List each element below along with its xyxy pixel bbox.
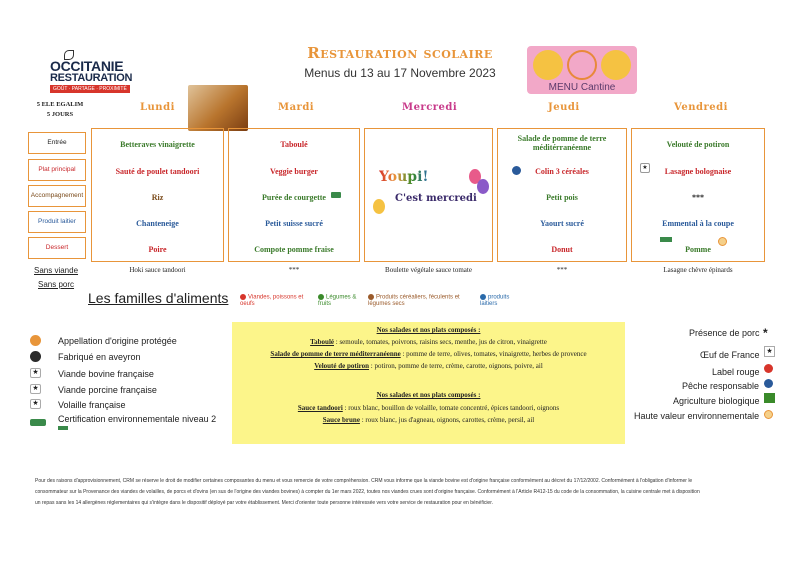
- dish-dessert: Poire: [148, 245, 167, 254]
- footer-line-2: consommateur sur la Provenance des viandes de volailles, de porcs et d'ovins (en sus de l'origine des viandes bovines) à compter du 1er mars 2022, toutes nos viandes crues sont d'origine française. Conformément à l'Article R412-15 du code de la consommation, la cuisine centrale met à disposition: [35, 489, 700, 495]
- compositions-heading-2: Nos salades et nos plats composés :: [376, 391, 481, 399]
- menu-dates: Menus du 13 au 17 Novembre 2023: [304, 66, 496, 80]
- legend-peche: Pêche responsable: [682, 381, 760, 391]
- category-accompagnement: Accompagnement: [28, 185, 86, 207]
- balloon-icon: [477, 179, 489, 194]
- famille-laitiers-label: produits laitiers: [480, 294, 510, 307]
- legend-aop: Appellation d'origine protégée: [58, 336, 177, 346]
- familles-title: Les familles d'aliments: [88, 290, 229, 306]
- certification-small-icon: [58, 426, 68, 430]
- famille-cereales: [368, 294, 478, 307]
- cest-mercredi-text: C'est mercredi: [395, 193, 477, 204]
- footer-line-3: un repas sans les 14 allergènes réglementaires qui s'intègre dans le dispositif déployé par votre établissement. Merci d'orienter toute personne intéressée vers votre service de restauration pour en bénéficier.: [35, 500, 493, 506]
- menu-cantine-logo: [527, 46, 637, 94]
- cereales-dot-icon: [368, 294, 374, 300]
- category-entree: Entrée: [28, 132, 86, 154]
- category-produit-laitier: Produit laitier: [28, 211, 86, 233]
- composition-desc: : pomme de terre, olives, tomates, vinaigrette, herbes de provence: [400, 350, 587, 358]
- famille-cereales-label: Produits céréaliers, féculents et légumes secs: [368, 294, 460, 307]
- aveyron-icon: [30, 351, 41, 362]
- alt-mardi: ***: [288, 266, 300, 274]
- brand-tagline: GOÛT · PARTAGE · PROXIMITÉ: [50, 85, 130, 93]
- menu-logo-text: MENU Cantine: [548, 82, 616, 93]
- pork-asterisk-icon: *: [763, 326, 768, 340]
- alt-mercredi: Boulette végétale sauce tomate: [385, 266, 472, 274]
- dish-accompagnement: Purée de courgette: [262, 193, 326, 202]
- egalim-label: [30, 100, 90, 120]
- dish-plat: Lasagne bolognaise: [664, 167, 732, 176]
- composition-item: [232, 362, 625, 370]
- composition-desc: : roux blanc, jus d'agneau, oignons, carottes, crème, persil, ail: [359, 416, 535, 424]
- youpi-text: [379, 169, 429, 185]
- legend-porcine: Viande porcine française: [58, 385, 157, 395]
- legend-porc: Présence de porc: [689, 328, 760, 338]
- footer-notice: [35, 476, 770, 509]
- alt-vendredi: Lasagne chèvre épinards: [663, 266, 733, 274]
- composition-name: Sauce tandoori: [297, 404, 343, 412]
- composition-item: [232, 350, 625, 358]
- dish-entree: Velouté de potiron: [666, 140, 730, 149]
- dish-plat: Veggie burger: [270, 167, 318, 176]
- hve-icon: [331, 192, 341, 198]
- composition-item: [232, 404, 625, 412]
- oeuf-france-icon: ★: [764, 346, 775, 357]
- dish-entree: Betteraves vinaigrette: [120, 140, 195, 149]
- day-column-lundi: [91, 128, 224, 262]
- hve-icon: [764, 410, 773, 419]
- day-column-mercredi: [364, 128, 493, 262]
- laitiers-dot-icon: [480, 294, 486, 300]
- legend-hve: Haute valeur environnementale: [634, 411, 760, 421]
- composition-name: Taboulé: [310, 338, 334, 346]
- egalim-line1: 5 ELE EGALIM: [36, 101, 84, 108]
- day-header-mardi: Mardi: [278, 102, 315, 113]
- legend-bio: Agriculture biologique: [673, 396, 760, 406]
- peche-icon: [764, 379, 773, 388]
- viandes-dot-icon: [240, 294, 246, 300]
- alt-lundi: Hoki sauce tandoori: [129, 266, 186, 274]
- composition-desc: : potiron, pomme de terre, crème, carotte, oignons, poivre, ail: [369, 362, 543, 370]
- legend-oeuf: Œuf de France: [700, 350, 760, 360]
- viande-bovine-icon: ★: [640, 163, 650, 173]
- certification-icon: [30, 419, 46, 426]
- day-header-jeudi: Jeudi: [548, 102, 580, 113]
- legend-label-rouge: Label rouge: [712, 367, 760, 377]
- compositions-box: [232, 322, 625, 444]
- agriculture-bio-icon: [764, 393, 775, 403]
- day-header-vendredi: Vendredi: [674, 102, 728, 113]
- plate-icon: [567, 50, 597, 80]
- category-plat-principal: Plat principal: [28, 159, 86, 181]
- label-rouge-icon: [764, 364, 773, 373]
- dish-laitier: Yaourt sucré: [540, 219, 584, 228]
- dish-accompagnement: Riz: [151, 193, 164, 202]
- dish-dessert: Donut: [551, 245, 573, 254]
- dish-plat: Sauté de poulet tandoori: [115, 167, 200, 176]
- legend-aveyron: Fabriqué en aveyron: [58, 352, 141, 362]
- dish-accompagnement: ***: [692, 193, 704, 202]
- dish-entree: Salade de pomme de terre méditérranéenne: [517, 134, 607, 152]
- balloon-icon: [373, 199, 385, 214]
- dish-accompagnement: Petit pois: [546, 193, 578, 202]
- viande-porcine-icon: ★: [30, 384, 41, 394]
- brand-name-line2: RESTAURATION: [50, 72, 133, 84]
- plate-icon: [533, 50, 563, 80]
- composition-name: Sauce brune: [322, 416, 360, 424]
- composition-name: Velouté de potiron: [314, 362, 370, 370]
- alt-jeudi: ***: [556, 266, 568, 274]
- dish-laitier: Emmental à la coupe: [662, 219, 734, 228]
- dish-dessert: Compote pomme fraise: [254, 245, 334, 254]
- dish-entree: Taboulé: [280, 140, 308, 149]
- youpi-label: Youpi!: [379, 169, 429, 185]
- day-header-lundi: Lundi: [140, 102, 175, 113]
- famille-viandes-label: Viandes, poissons et oeufs: [240, 294, 304, 307]
- day-column-mardi: [228, 128, 360, 262]
- footer-line-1: Pour des raisons d'approvisionnement, CRM se réserve le droit de modifier certaines composantes du menu et vous remercie de votre compréhension. CRM vous informe que la viande bovine est d'origine française conformément au décret du 17/12/2002. Conformément à l'obligation d'informer le: [35, 478, 693, 484]
- dish-dessert: Pomme: [685, 245, 711, 254]
- category-dessert: Dessert: [28, 237, 86, 259]
- composition-item: [232, 338, 625, 346]
- famille-laitiers: [480, 294, 528, 307]
- aop-icon: [30, 335, 41, 346]
- squirrel-image: [188, 85, 248, 131]
- composition-name: Salade de pomme de terre méditerranéenne: [270, 350, 401, 358]
- hve-icon: [660, 237, 672, 242]
- page-title: [0, 44, 800, 62]
- composition-desc: : semoule, tomates, poivrons, raisins secs, menthe, jus de citron, vinaigrette: [334, 338, 547, 346]
- famille-legumes-label: Légumes & fruits: [318, 294, 357, 307]
- viande-bovine-icon: ★: [30, 368, 41, 378]
- legend-bovine: Viande bovine française: [58, 369, 154, 379]
- plate-icon: [601, 50, 631, 80]
- sans-porc-label: Sans porc: [38, 280, 75, 289]
- legend-volaille: Volaille française: [58, 400, 126, 410]
- legumes-dot-icon: [318, 294, 324, 300]
- page-title-text: Restauration scolaire: [307, 44, 493, 62]
- legend-certification: Certification environnementale niveau 2: [58, 414, 217, 424]
- day-column-vendredi: [631, 128, 765, 262]
- volaille-icon: ★: [30, 399, 41, 409]
- brand-name-line1: OCCITANIE: [50, 58, 124, 74]
- dish-laitier: Petit suisse sucré: [265, 219, 323, 228]
- composition-item: [232, 416, 625, 424]
- sans-viande-label: Sans viande: [34, 266, 79, 275]
- compositions-heading-1: Nos salades et nos plats composés :: [376, 326, 481, 334]
- dish-laitier: Chanteneige: [136, 219, 179, 228]
- day-column-jeudi: [497, 128, 627, 262]
- famille-viandes: [240, 294, 316, 307]
- dish-plat: Colin 3 céréales: [535, 167, 589, 176]
- day-header-mercredi: Mercredi: [402, 102, 458, 113]
- famille-legumes: [318, 294, 366, 307]
- composition-desc: : roux blanc, bouillon de volaille, tomate concentré, épices tandoori, oignons: [342, 404, 560, 412]
- egalim-line2: 5 JOURS: [46, 111, 74, 118]
